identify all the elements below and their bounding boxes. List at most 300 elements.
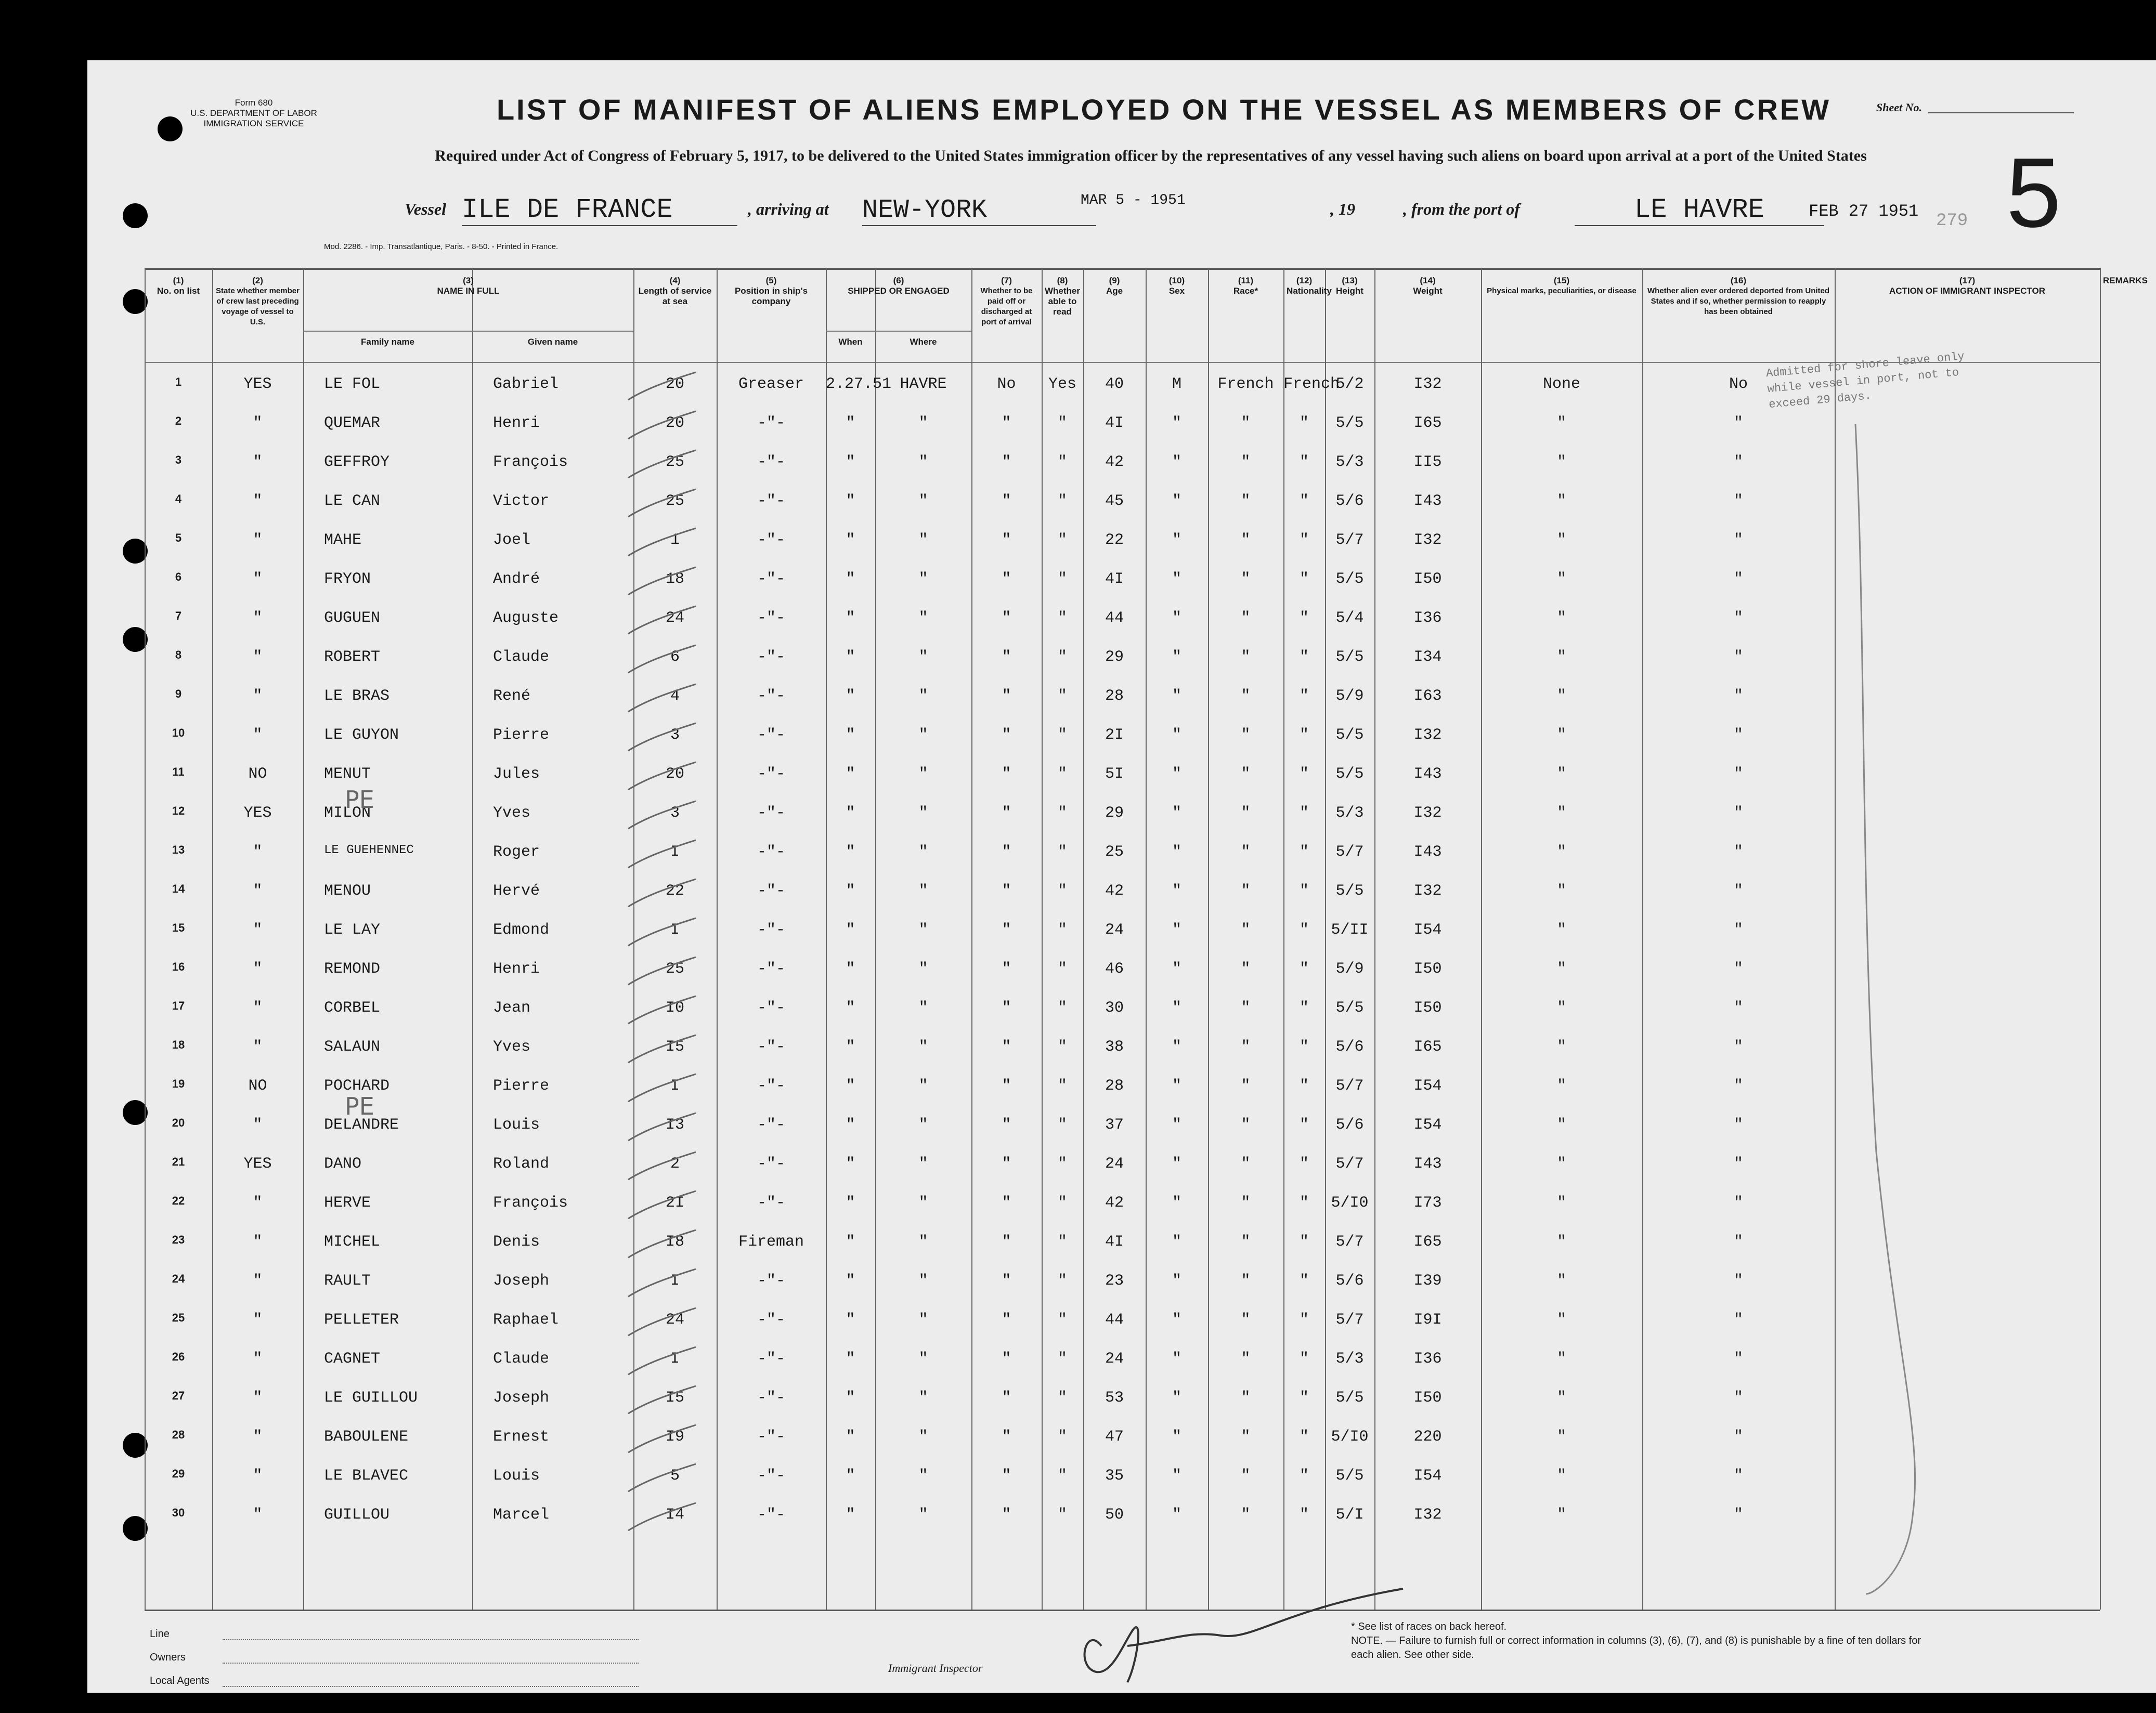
table-row <box>145 1229 2100 1268</box>
service-tick-mark <box>623 527 701 558</box>
cell-no: 2 <box>175 414 182 427</box>
cell-where: " <box>918 843 928 861</box>
cell-weight: I50 <box>1413 1389 1442 1407</box>
service-tick-mark <box>623 839 701 870</box>
cell-sex: M <box>1172 375 1181 393</box>
cell-race: " <box>1241 1233 1251 1251</box>
cell-marks: " <box>1556 531 1566 549</box>
cell-weight: I36 <box>1413 609 1442 627</box>
punch-hole <box>123 289 148 314</box>
cell-weight: I63 <box>1413 687 1442 705</box>
cell-nationality: " <box>1299 1467 1309 1485</box>
cell-nationality: " <box>1299 1233 1309 1251</box>
cell-paid: " <box>1002 414 1011 432</box>
column-subheader: When <box>838 337 863 347</box>
cell-service: 24 <box>665 1311 684 1329</box>
column-header <box>1325 276 1374 296</box>
column-header <box>1642 276 1835 317</box>
cell-given: Raphael <box>493 1311 559 1329</box>
cell-weight: I50 <box>1413 960 1442 978</box>
cell-no: 13 <box>172 843 185 856</box>
column-header <box>1835 276 2100 296</box>
cell-read: " <box>1057 1194 1067 1212</box>
departure-date-stamp: FEB 27 1951 <box>1809 202 1919 221</box>
cell-sex: " <box>1172 882 1181 900</box>
cell-prev: " <box>253 882 263 900</box>
cell-paid: " <box>1002 609 1011 627</box>
table-row <box>145 839 2100 878</box>
cell-prev: " <box>253 570 263 588</box>
cell-weight: I32 <box>1413 726 1442 744</box>
cell-family: MAHE <box>324 531 362 549</box>
cell-position: -"- <box>757 1350 785 1368</box>
table-row <box>145 644 2100 683</box>
cell-position: -"- <box>757 882 785 900</box>
column-label: Physical marks, peculiarities, or disease <box>1487 286 1637 295</box>
service-tick-mark <box>623 371 701 402</box>
service-tick-mark <box>623 917 701 948</box>
cell-marks: " <box>1556 1467 1566 1485</box>
cell-marks: " <box>1556 492 1566 510</box>
cell-race: " <box>1241 1389 1251 1407</box>
crew-table <box>145 268 2148 1610</box>
column-header <box>303 276 633 296</box>
cell-no: 11 <box>172 765 185 778</box>
cell-race: " <box>1241 687 1251 705</box>
cell-deported: " <box>1733 1350 1743 1368</box>
service-tick-mark <box>623 410 701 441</box>
punch-hole <box>123 203 148 228</box>
cell-marks: " <box>1556 687 1566 705</box>
cell-no: 23 <box>172 1233 185 1246</box>
table-row <box>145 1463 2100 1502</box>
cell-position: -"- <box>757 843 785 861</box>
cell-service: 20 <box>665 765 684 783</box>
cell-prev: " <box>253 843 263 861</box>
cell-weight: I43 <box>1413 492 1442 510</box>
cell-prev: " <box>253 492 263 510</box>
cell-prev: " <box>253 1428 263 1446</box>
cell-family: LE CAN <box>324 492 381 510</box>
cell-paid: " <box>1002 1389 1011 1407</box>
cell-marks: " <box>1556 1233 1566 1251</box>
cell-family: DELANDRE <box>324 1116 399 1134</box>
cell-deported: " <box>1733 726 1743 744</box>
act-text: Required under Act of Congress of February 5, 1917, to be delivered to the United States immigration officer by the representatives of any vessel having such aliens on board upon arrival at a port of the United States <box>435 147 1867 164</box>
cell-where: " <box>918 609 928 627</box>
cell-race: " <box>1241 882 1251 900</box>
cell-no: 5 <box>175 531 182 544</box>
cell-deported: " <box>1733 960 1743 978</box>
cell-given: François <box>493 1194 568 1212</box>
cell-position: -"- <box>757 1038 785 1056</box>
table-row <box>145 1307 2100 1346</box>
column-number: (17) <box>1959 276 1976 285</box>
column-number: (8) <box>1057 276 1068 285</box>
punch-hole <box>123 1433 148 1458</box>
cell-deported: " <box>1733 1467 1743 1485</box>
cell-read: " <box>1057 609 1067 627</box>
cell-given: François <box>493 453 568 471</box>
cell-sex: " <box>1172 765 1181 783</box>
cell-deported: " <box>1733 1311 1743 1329</box>
cell-paid: " <box>1002 1038 1011 1056</box>
cell-height: 5/5 <box>1335 1389 1364 1407</box>
line-label: Line <box>150 1628 170 1640</box>
cell-height: 5/5 <box>1335 414 1364 432</box>
arrival-date-stamp: MAR 5 - 1951 <box>1081 192 1186 208</box>
cell-position: -"- <box>757 1272 785 1290</box>
cell-race: " <box>1241 1272 1251 1290</box>
cell-position: -"- <box>757 570 785 588</box>
cell-marks: " <box>1556 1389 1566 1407</box>
table-row <box>145 1190 2100 1229</box>
table-row <box>145 1151 2100 1190</box>
cell-marks: " <box>1556 804 1566 822</box>
cell-height: 5/7 <box>1335 1077 1364 1095</box>
service-tick-mark <box>623 956 701 987</box>
cell-prev: " <box>253 414 263 432</box>
cell-when: " <box>846 726 855 744</box>
cell-no: 6 <box>175 570 182 583</box>
cell-height: 5/I <box>1335 1506 1364 1524</box>
table-row <box>145 410 2100 449</box>
table-row <box>145 878 2100 917</box>
cell-deported: " <box>1733 1389 1743 1407</box>
cell-position: -"- <box>757 960 785 978</box>
cell-age: 29 <box>1105 648 1124 666</box>
cell-read: " <box>1057 1233 1067 1251</box>
column-header <box>717 276 826 307</box>
cell-where: " <box>918 1194 928 1212</box>
table-row <box>145 800 2100 839</box>
cell-read: " <box>1057 765 1067 783</box>
cell-nationality: " <box>1299 453 1309 471</box>
cell-nationality: " <box>1299 1506 1309 1524</box>
cell-given: Joel <box>493 531 531 549</box>
handwritten-mark-pe: PE <box>345 786 374 814</box>
cell-service: I5 <box>665 1389 684 1407</box>
cell-paid: " <box>1002 1233 1011 1251</box>
cell-given: Louis <box>493 1467 540 1485</box>
cell-prev: YES <box>243 804 272 822</box>
cell-family: PELLETER <box>324 1311 399 1329</box>
cell-where: " <box>918 648 928 666</box>
cell-marks: " <box>1556 1155 1566 1173</box>
cell-read: " <box>1057 726 1067 744</box>
cell-deported: " <box>1733 1194 1743 1212</box>
cell-prev: " <box>253 609 263 627</box>
cell-weight: I54 <box>1413 1467 1442 1485</box>
cell-prev: " <box>253 999 263 1017</box>
column-number: (3) <box>463 276 474 285</box>
cell-prev: " <box>253 1311 263 1329</box>
cell-deported: " <box>1733 414 1743 432</box>
cell-weight: I34 <box>1413 648 1442 666</box>
cell-prev: " <box>253 921 263 939</box>
cell-race: " <box>1241 1077 1251 1095</box>
cell-paid: " <box>1002 843 1011 861</box>
column-label: Sex <box>1168 286 1185 296</box>
cell-weight: I39 <box>1413 1272 1442 1290</box>
cell-age: 37 <box>1105 1116 1124 1134</box>
cell-prev: " <box>253 531 263 549</box>
cell-height: 5/6 <box>1335 492 1364 510</box>
cell-paid: " <box>1002 570 1011 588</box>
vessel-label: Vessel <box>405 200 446 218</box>
cell-family: LE LAY <box>324 921 381 939</box>
service-tick-mark <box>623 1112 701 1143</box>
cell-no: 29 <box>172 1467 185 1480</box>
cell-nationality: " <box>1299 804 1309 822</box>
inspector-label: Immigrant Inspector <box>888 1662 983 1675</box>
cell-race: " <box>1241 648 1251 666</box>
cell-sex: " <box>1172 570 1181 588</box>
cell-race: " <box>1241 1194 1251 1212</box>
cell-when: " <box>846 1116 855 1134</box>
cell-sex: " <box>1172 414 1181 432</box>
cell-marks: " <box>1556 1116 1566 1134</box>
cell-position: -"- <box>757 1155 785 1173</box>
cell-prev: " <box>253 1272 263 1290</box>
cell-nationality: " <box>1299 609 1309 627</box>
service-tick-mark <box>623 1268 701 1299</box>
column-number: (16) <box>1730 276 1747 285</box>
cell-age: 53 <box>1105 1389 1124 1407</box>
cell-where: " <box>918 1077 928 1095</box>
cell-deported: " <box>1733 1155 1743 1173</box>
cell-race: " <box>1241 531 1251 549</box>
cell-given: Joseph <box>493 1389 550 1407</box>
column-rule <box>2100 268 2101 1610</box>
cell-given: Henri <box>493 960 540 978</box>
cell-age: 42 <box>1105 882 1124 900</box>
cell-race: " <box>1241 1506 1251 1524</box>
cell-sex: " <box>1172 843 1181 861</box>
cell-family: FRYON <box>324 570 371 588</box>
column-label: Whether alien ever ordered deported from United States and if so, whether permission to reapply has been obtained <box>1647 286 1830 316</box>
form-block: Form 680 U.S. DEPARTMENT OF LABOR IMMIGRATION SERVICE <box>190 98 317 128</box>
remark-admitted-shore-leave: Admitted for shore leave only while vessel in port, not to exceed 29 days. <box>1765 350 1965 412</box>
table-row <box>145 1073 2100 1112</box>
cell-read: " <box>1057 1467 1067 1485</box>
column-number: (12) <box>1296 276 1313 285</box>
cell-sex: " <box>1172 921 1181 939</box>
cell-height: 5/9 <box>1335 960 1364 978</box>
cell-service: 22 <box>665 882 684 900</box>
cell-age: 24 <box>1105 921 1124 939</box>
cell-where: " <box>918 453 928 471</box>
cell-given: Henri <box>493 414 540 432</box>
cell-paid: " <box>1002 492 1011 510</box>
cell-given: Pierre <box>493 726 550 744</box>
cell-family: GUGUEN <box>324 609 381 627</box>
column-number: (11) <box>1238 276 1254 285</box>
cell-service: I <box>670 843 680 861</box>
cell-deported: " <box>1733 804 1743 822</box>
cell-read: " <box>1057 999 1067 1017</box>
cell-age: 24 <box>1105 1155 1124 1173</box>
inspector-bracket-line <box>1845 424 1949 1620</box>
cell-age: 29 <box>1105 804 1124 822</box>
column-label: ACTION OF IMMIGRANT INSPECTOR <box>1889 286 2045 296</box>
cell-marks: " <box>1556 882 1566 900</box>
cell-weight: I65 <box>1413 414 1442 432</box>
cell-read: " <box>1057 1506 1067 1524</box>
cell-position: -"- <box>757 921 785 939</box>
cell-read: " <box>1057 1272 1067 1290</box>
cell-race: " <box>1241 726 1251 744</box>
column-subheader: Where <box>910 337 937 347</box>
service-tick-mark <box>623 605 701 636</box>
cell-height: 5/7 <box>1335 1155 1364 1173</box>
cell-position: -"- <box>757 726 785 744</box>
cell-when: " <box>846 570 855 588</box>
cell-read: " <box>1057 1311 1067 1329</box>
cell-position: -"- <box>757 1506 785 1524</box>
cell-age: 28 <box>1105 1077 1124 1095</box>
punch-hole <box>123 1516 148 1541</box>
column-header <box>826 276 971 296</box>
cell-paid: " <box>1002 1194 1011 1212</box>
column-label: Whether to be paid off or discharged at port of arrival <box>980 286 1033 326</box>
cell-when: " <box>846 1155 855 1173</box>
cell-nationality: " <box>1299 492 1309 510</box>
service-tick-mark <box>623 1073 701 1104</box>
cell-read: " <box>1057 492 1067 510</box>
cell-position: -"- <box>757 804 785 822</box>
cell-nationality: " <box>1299 882 1309 900</box>
service-tick-mark <box>623 800 701 831</box>
cell-paid: " <box>1002 1506 1011 1524</box>
cell-position: -"- <box>757 531 785 549</box>
cell-race: " <box>1241 570 1251 588</box>
cell-position: Fireman <box>738 1233 804 1251</box>
vessel-name: ILE DE FRANCE <box>462 194 737 226</box>
cell-marks: " <box>1556 648 1566 666</box>
cell-where: " <box>918 1506 928 1524</box>
column-number: (1) <box>173 276 184 285</box>
cell-no: 24 <box>172 1272 185 1285</box>
punch-hole <box>123 1100 148 1125</box>
cell-deported: " <box>1733 687 1743 705</box>
cell-position: -"- <box>757 687 785 705</box>
cell-where: " <box>918 531 928 549</box>
cell-sex: " <box>1172 531 1181 549</box>
cell-family: LE BRAS <box>324 687 390 705</box>
cell-when: " <box>846 1350 855 1368</box>
cell-prev: " <box>253 453 263 471</box>
cell-height: 5/6 <box>1335 1272 1364 1290</box>
cell-nationality: " <box>1299 1389 1309 1407</box>
cell-race: " <box>1241 609 1251 627</box>
cell-no: 7 <box>175 609 182 622</box>
column-header <box>1083 276 1146 296</box>
cell-deported: " <box>1733 1077 1743 1095</box>
cell-sex: " <box>1172 1155 1181 1173</box>
cell-nationality: " <box>1299 1350 1309 1368</box>
cell-marks: " <box>1556 1350 1566 1368</box>
cell-race: French <box>1217 375 1274 393</box>
cell-when: " <box>846 960 855 978</box>
cell-read: Yes <box>1048 375 1076 393</box>
cell-given: Pierre <box>493 1077 550 1095</box>
cell-family: RAULT <box>324 1272 371 1290</box>
service-tick-mark <box>623 488 701 519</box>
column-label: Position in ship's company <box>734 286 808 306</box>
cell-weight: I54 <box>1413 1077 1442 1095</box>
cell-where: " <box>918 1116 928 1134</box>
cell-marks: " <box>1556 1077 1566 1095</box>
cell-sex: " <box>1172 999 1181 1017</box>
cell-service: 25 <box>665 492 684 510</box>
cell-marks: " <box>1556 1038 1566 1056</box>
subheader-rule <box>303 331 633 332</box>
cell-height: 5/7 <box>1335 1311 1364 1329</box>
cell-race: " <box>1241 1155 1251 1173</box>
cell-weight: I32 <box>1413 804 1442 822</box>
cell-nationality: " <box>1299 765 1309 783</box>
column-subheader: Family name <box>361 337 414 347</box>
cell-where: " <box>918 1311 928 1329</box>
cell-family: MICHEL <box>324 1233 381 1251</box>
cell-position: -"- <box>757 492 785 510</box>
service-tick-mark <box>623 1424 701 1455</box>
cell-prev: " <box>253 960 263 978</box>
cell-read: " <box>1057 1155 1067 1173</box>
service-tick-mark <box>623 566 701 597</box>
cell-race: " <box>1241 1428 1251 1446</box>
column-number: (14) <box>1420 276 1436 285</box>
cell-age: 44 <box>1105 609 1124 627</box>
cell-paid: " <box>1002 687 1011 705</box>
cell-where: " <box>918 921 928 939</box>
cell-weight: I9I <box>1413 1311 1442 1329</box>
cell-height: 5/I0 <box>1331 1428 1369 1446</box>
service-tick-mark <box>623 683 701 714</box>
cell-deported: " <box>1733 843 1743 861</box>
column-number: (4) <box>669 276 681 285</box>
cell-family: MENUT <box>324 765 371 783</box>
cell-height: 5/7 <box>1335 1233 1364 1251</box>
cell-marks: " <box>1556 1428 1566 1446</box>
cell-prev: " <box>253 726 263 744</box>
cell-service: I3 <box>665 1116 684 1134</box>
cell-given: Louis <box>493 1116 540 1134</box>
cell-read: " <box>1057 1389 1067 1407</box>
cell-sex: " <box>1172 1311 1181 1329</box>
cell-age: 28 <box>1105 687 1124 705</box>
cell-age: 24 <box>1105 1350 1124 1368</box>
cell-sex: " <box>1172 687 1181 705</box>
cell-no: 9 <box>175 687 182 700</box>
cell-paid: " <box>1002 882 1011 900</box>
cell-age: 25 <box>1105 843 1124 861</box>
cell-where: " <box>918 414 928 432</box>
table-row <box>145 1346 2100 1385</box>
from-label: , from the port of <box>1403 200 1520 218</box>
cell-given: Roland <box>493 1155 550 1173</box>
service-tick-mark <box>623 1502 701 1533</box>
cell-paid: " <box>1002 648 1011 666</box>
cell-deported: " <box>1733 1038 1743 1056</box>
cell-race: " <box>1241 999 1251 1017</box>
cell-where: " <box>918 1428 928 1446</box>
cell-age: 30 <box>1105 999 1124 1017</box>
column-header <box>1481 276 1642 296</box>
cell-service: 4 <box>670 687 680 705</box>
cell-family: POCHARD <box>324 1077 390 1095</box>
